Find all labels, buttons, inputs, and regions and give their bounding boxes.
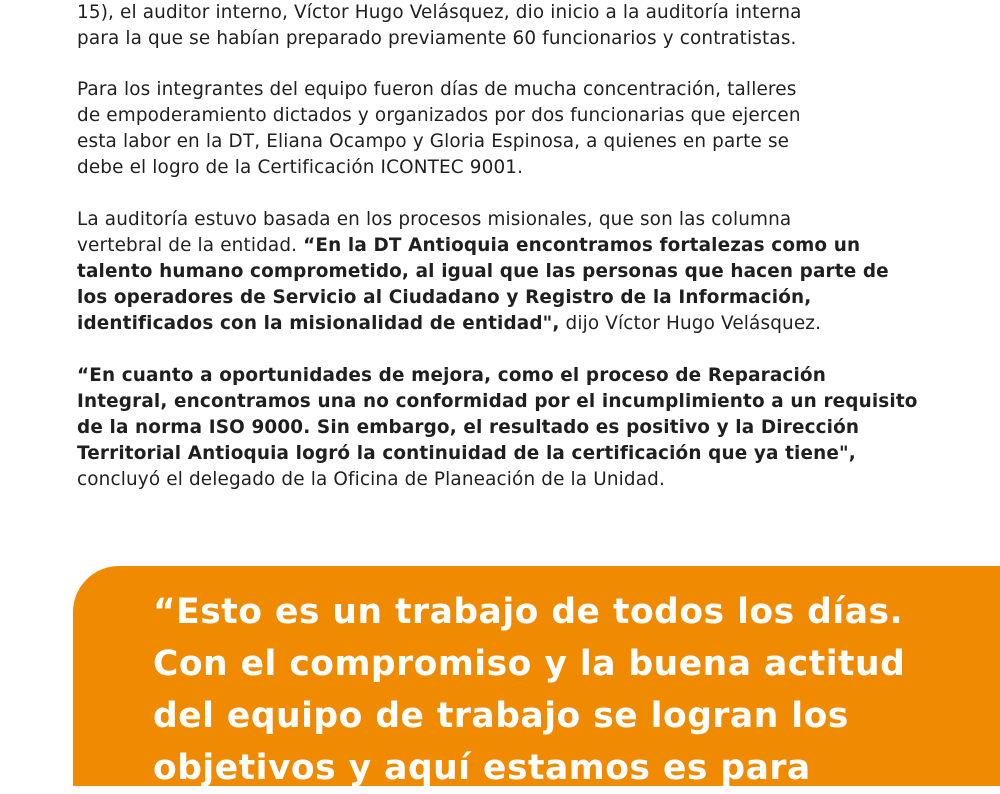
paragraph-auditor-intro: 15), el auditor interno, Víctor Hugo Velásquez, dio inicio a la auditoría interna para la que se habían preparado previamente 60 funcionarios y contratistas. (77, 2, 802, 49)
pull-quote-text: “Esto es un trabajo de todos los días. Con el compromiso y la buena actitud del equipo de trabajo se logran los objetivos y aquí estamos es para (153, 592, 906, 788)
paragraph-audit-basis-intro: La auditoría estuvo basada en los procesos misionales, que son las columna vertebral de la entidad. (77, 209, 792, 256)
quote-strengths-attribution: dijo Víctor Hugo Velásquez. (559, 313, 822, 334)
pull-quote-box (73, 566, 1000, 786)
quote-strengths: “En la DT Antioquia encontramos fortalezas como un talento humano comprometido, al igual que las personas que hacen parte de los operadores de Servicio al Ciudadano y Registro de la Información, identificados con la misionalidad de entidad", (77, 235, 889, 334)
paragraph-team-workshops: Para los integrantes del equipo fueron días de mucha concentración, talleres de empoderamiento dictados y organizados por dos funcionarias que ejercen esta labor en la DT, Eliana Ocampo y Gloria Espinosa, a quienes en parte se debe el logro de la Certificación ICONTEC 9001. (77, 79, 801, 178)
quote-improvement-attribution: concluyó el delegado de la Oficina de Planeación de la Unidad. (77, 469, 665, 490)
paragraph-improvement (77, 363, 918, 493)
paragraph-audit-basis (77, 207, 889, 337)
quote-improvement: “En cuanto a oportunidades de mejora, como el proceso de Reparación Integral, encontramos una no conformidad por el incumplimiento a un requisito de la norma ISO 9000. Sin embargo, el resultado es positivo y la Dirección Territorial Antioquia logró la continuidad de la certificación que ya tiene", (77, 365, 918, 464)
